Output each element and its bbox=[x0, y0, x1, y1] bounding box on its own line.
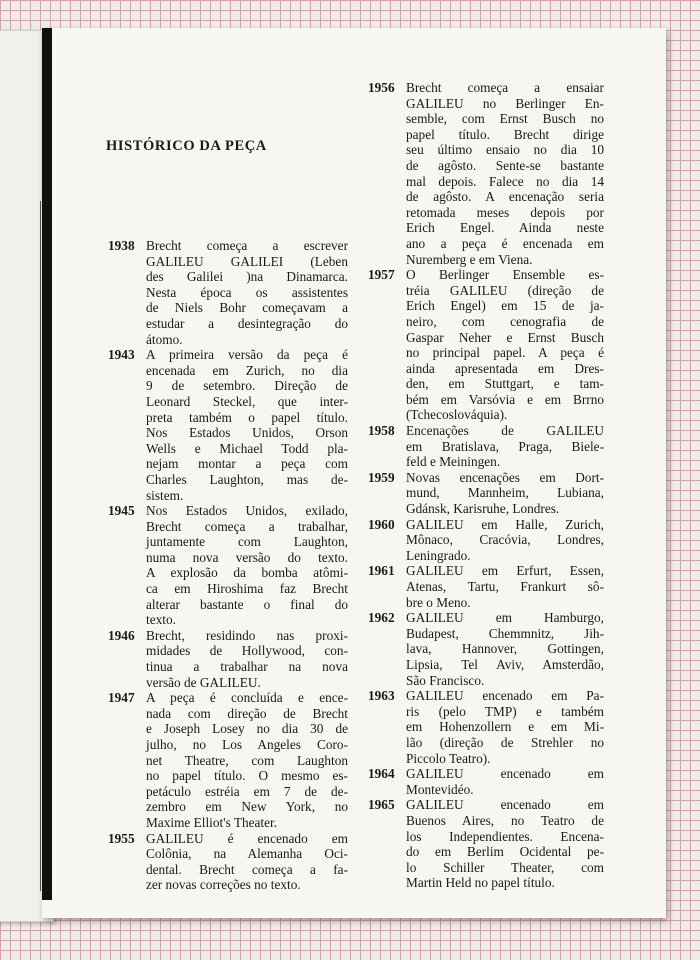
entry-line: lão (direção de Strehler no bbox=[406, 734, 604, 750]
entry-year: 1946 bbox=[108, 627, 135, 643]
entry-year: 1962 bbox=[368, 610, 395, 626]
timeline-entry bbox=[368, 766, 604, 797]
entry-line: Encenações de GALILEU bbox=[406, 423, 604, 439]
entry-line: (Tchecoslováquia). bbox=[406, 407, 508, 423]
entry-line: Maxime Elliot's Theater. bbox=[146, 814, 278, 830]
entry-line: papel título. Brecht dirige bbox=[406, 126, 604, 142]
entry-line: 9 de setembro. Direção de bbox=[146, 378, 348, 394]
entry-line: numa nova versão do texto. bbox=[146, 549, 348, 565]
entry-line: mund, Mannheim, Lubiana, bbox=[406, 485, 604, 501]
entry-line: seu último ensaio no dia 10 bbox=[406, 142, 604, 158]
entry-text bbox=[406, 766, 604, 797]
entry-line: A explosão da bomba atômi- bbox=[146, 565, 348, 581]
entry-text bbox=[146, 503, 348, 628]
entry-line: Mônaco, Cracóvia, Londres, bbox=[406, 532, 604, 548]
entry-year: 1943 bbox=[108, 347, 135, 363]
left-column bbox=[108, 238, 348, 893]
entry-line: GALILEU é encenado em bbox=[146, 830, 348, 846]
entry-line: des Galilei )na Dinamarca. bbox=[146, 269, 348, 285]
entry-line: ano a peça é encenada em bbox=[406, 235, 604, 251]
entry-line: de agôsto. A encenação seria bbox=[406, 189, 604, 205]
entry-year: 1947 bbox=[108, 690, 135, 706]
entry-text bbox=[146, 831, 348, 893]
entry-line: preta também o papel título. bbox=[146, 409, 348, 425]
entry-line: e Joseph Losey no dia 30 de bbox=[146, 721, 348, 737]
page-heading: HISTÓRICO DA PEÇA bbox=[106, 138, 267, 154]
entry-year: 1945 bbox=[108, 503, 135, 519]
entry-text bbox=[146, 347, 348, 503]
entry-line: alterar bastante o final do bbox=[146, 596, 348, 612]
entry-line: Brecht começa a escrever bbox=[146, 238, 348, 253]
entry-year: 1938 bbox=[108, 238, 135, 253]
entry-line: midades de Hollywood, con- bbox=[146, 643, 348, 659]
entry-line: nejam montar a peça com bbox=[146, 456, 348, 472]
entry-line: bre o Meno. bbox=[406, 594, 471, 610]
entry-line: tinua a trabalhar na nova bbox=[146, 659, 348, 675]
entry-line: Brecht, residindo nas proxi- bbox=[146, 627, 348, 643]
entry-line: feld e Meiningen. bbox=[406, 454, 501, 470]
timeline-entry bbox=[368, 80, 604, 267]
timeline-entry bbox=[108, 831, 348, 893]
timeline-entry bbox=[108, 628, 348, 690]
entry-line: de Niels Bohr começavam a bbox=[146, 300, 348, 316]
entry-line: Charles Laughton, mas de- bbox=[146, 471, 348, 487]
entry-year: 1964 bbox=[368, 766, 395, 782]
entry-line: A peça é concluída e ence- bbox=[146, 690, 348, 706]
entry-line: encenada em Zurich, no dia bbox=[146, 362, 348, 378]
entry-line: Budapest, Chemmnitz, Jih- bbox=[406, 625, 604, 641]
entry-line: GALILEU no Berlinger En- bbox=[406, 95, 604, 111]
entry-line: zer novas correções no texto. bbox=[146, 877, 301, 893]
entry-line: tréia GALILEU (direção de bbox=[406, 282, 604, 298]
timeline-entry bbox=[368, 517, 604, 564]
previous-page-rule bbox=[40, 201, 41, 891]
entry-line: Nos Estados Unidos, Orson bbox=[146, 425, 348, 441]
entry-text bbox=[146, 238, 348, 347]
entry-year: 1961 bbox=[368, 563, 395, 579]
entry-line: átomo. bbox=[146, 331, 183, 347]
entry-line: Erich Engel) em 15 de ja- bbox=[406, 298, 604, 314]
entry-line: mal depois. Falece no dia 14 bbox=[406, 173, 604, 189]
timeline-entry bbox=[368, 423, 604, 470]
entry-line: nada com direção de Brecht bbox=[146, 705, 348, 721]
entry-text bbox=[406, 610, 604, 688]
timeline-entry bbox=[368, 563, 604, 610]
timeline-entry bbox=[108, 503, 348, 628]
entry-line: los Independientes. Encena- bbox=[406, 828, 604, 844]
entry-line: Piccolo Teatro). bbox=[406, 750, 491, 766]
entry-line: net Theatre, com Laughton bbox=[146, 752, 348, 768]
entry-line: dental. Brecht começa a fa- bbox=[146, 861, 348, 877]
entry-text bbox=[406, 688, 604, 766]
entry-line: Brecht começa a trabalhar, bbox=[146, 518, 348, 534]
timeline-entry bbox=[368, 267, 604, 423]
entry-line: estudar a desintegração do bbox=[146, 315, 348, 331]
entry-text bbox=[146, 628, 348, 690]
entry-line: texto. bbox=[146, 612, 176, 628]
right-column bbox=[368, 80, 604, 891]
entry-line: Wells e Michael Todd pla- bbox=[146, 440, 348, 456]
entry-line: GALILEU encenado em bbox=[406, 766, 604, 782]
entry-text bbox=[146, 690, 348, 830]
entry-line: bém em Varsóvia e em Brrno bbox=[406, 391, 604, 407]
entry-year: 1965 bbox=[368, 797, 395, 813]
entry-line: Brecht começa a ensaiar bbox=[406, 80, 604, 95]
entry-line: em Bratislava, Praga, Biele- bbox=[406, 438, 604, 454]
entry-line: GALILEU em Erfurt, Essen, bbox=[406, 563, 604, 579]
entry-text bbox=[406, 80, 604, 267]
entry-line: Gdánsk, Karisruhe, Londres. bbox=[406, 501, 560, 517]
entry-line: do em Berlim Ocidental pe- bbox=[406, 844, 604, 860]
entry-line: den, em Stuttgart, e tam- bbox=[406, 376, 604, 392]
entry-year: 1960 bbox=[368, 516, 395, 532]
entry-line: A primeira versão da peça é bbox=[146, 347, 348, 363]
entry-line: Erich Engel. Ainda neste bbox=[406, 220, 604, 236]
entry-line: semble, com Ernst Busch no bbox=[406, 111, 604, 127]
entry-line: juntamente com Laughton, bbox=[146, 534, 348, 550]
entry-line: GALILEU encenado em Pa- bbox=[406, 688, 604, 704]
entry-line: sistem. bbox=[146, 487, 184, 503]
entry-line: em Hohenzollern e em Mi- bbox=[406, 719, 604, 735]
entry-line: GALILEU em Hamburgo, bbox=[406, 610, 604, 626]
entry-line: de agôsto. Sente-se bastante bbox=[406, 157, 604, 173]
entry-year: 1957 bbox=[368, 267, 395, 283]
entry-line: zembro em New York, no bbox=[146, 799, 348, 815]
entry-line: no papel título. O mesmo es- bbox=[146, 768, 348, 784]
entry-text bbox=[406, 563, 604, 610]
timeline-entry bbox=[368, 470, 604, 517]
entry-year: 1955 bbox=[108, 830, 135, 846]
entry-year: 1959 bbox=[368, 469, 395, 485]
entry-line: lava, Hannover, Gottingen, bbox=[406, 641, 604, 657]
binding-spine bbox=[42, 28, 52, 900]
entry-year: 1956 bbox=[368, 80, 395, 95]
timeline-entry bbox=[108, 690, 348, 830]
entry-line: GALILEU encenado em bbox=[406, 797, 604, 813]
entry-line: retomada meses depois por bbox=[406, 204, 604, 220]
entry-line: Nos Estados Unidos, exilado, bbox=[146, 503, 348, 519]
entry-text bbox=[406, 470, 604, 517]
entry-line: Montevidéo. bbox=[406, 781, 474, 797]
timeline-entry bbox=[368, 688, 604, 766]
entry-line: neiro, com cenografia de bbox=[406, 313, 604, 329]
entry-line: São Francisco. bbox=[406, 672, 485, 688]
entry-line: Gaspar Neher e Ernst Busch bbox=[406, 329, 604, 345]
entry-line: ris (pelo TMP) e também bbox=[406, 703, 604, 719]
entry-text bbox=[406, 797, 604, 891]
document-page bbox=[42, 28, 666, 918]
entry-year: 1963 bbox=[368, 688, 395, 704]
entry-line: Colônia, na Alemanha Oci- bbox=[146, 846, 348, 862]
entry-year: 1958 bbox=[368, 423, 395, 439]
entry-line: Atenas, Tartu, Frankurt sô- bbox=[406, 579, 604, 594]
entry-line: Leningrado. bbox=[406, 547, 471, 563]
timeline-entry bbox=[108, 238, 348, 347]
entry-line: Novas encenações em Dort- bbox=[406, 469, 604, 485]
entry-text bbox=[406, 423, 604, 470]
timeline-entry bbox=[368, 797, 604, 891]
entry-line: Martin Held no papel título. bbox=[406, 875, 555, 891]
entry-line: petáculo estréia em 7 de de- bbox=[146, 783, 348, 799]
entry-line: Lipsia, Tel Aviv, Amsterdão, bbox=[406, 656, 604, 672]
entry-line: O Berlinger Ensemble es- bbox=[406, 267, 604, 283]
entry-line: GALILEU GALILEI (Leben bbox=[146, 253, 348, 269]
entry-line: Nesta época os assistentes bbox=[146, 284, 348, 300]
entry-line: Nuremberg e em Viena. bbox=[406, 251, 533, 267]
entry-line: ainda apresentada em Dres- bbox=[406, 360, 604, 376]
entry-line: julho, no Los Angeles Coro- bbox=[146, 737, 348, 752]
timeline-entry bbox=[108, 347, 348, 503]
entry-line: no principal papel. A peça é bbox=[406, 345, 604, 361]
entry-line: lo Schiller Theater, com bbox=[406, 859, 604, 875]
entry-line: versão de GALILEU. bbox=[146, 674, 261, 690]
entry-line: Buenos Aires, no Teatro de bbox=[406, 812, 604, 828]
entry-line: ca em Hiroshima faz Brecht bbox=[146, 581, 348, 597]
entry-line: Leonard Steckel, que inter- bbox=[146, 393, 348, 409]
entry-text bbox=[406, 267, 604, 423]
entry-line: GALILEU em Halle, Zurich, bbox=[406, 516, 604, 532]
timeline-entry bbox=[368, 610, 604, 688]
entry-text bbox=[406, 517, 604, 564]
